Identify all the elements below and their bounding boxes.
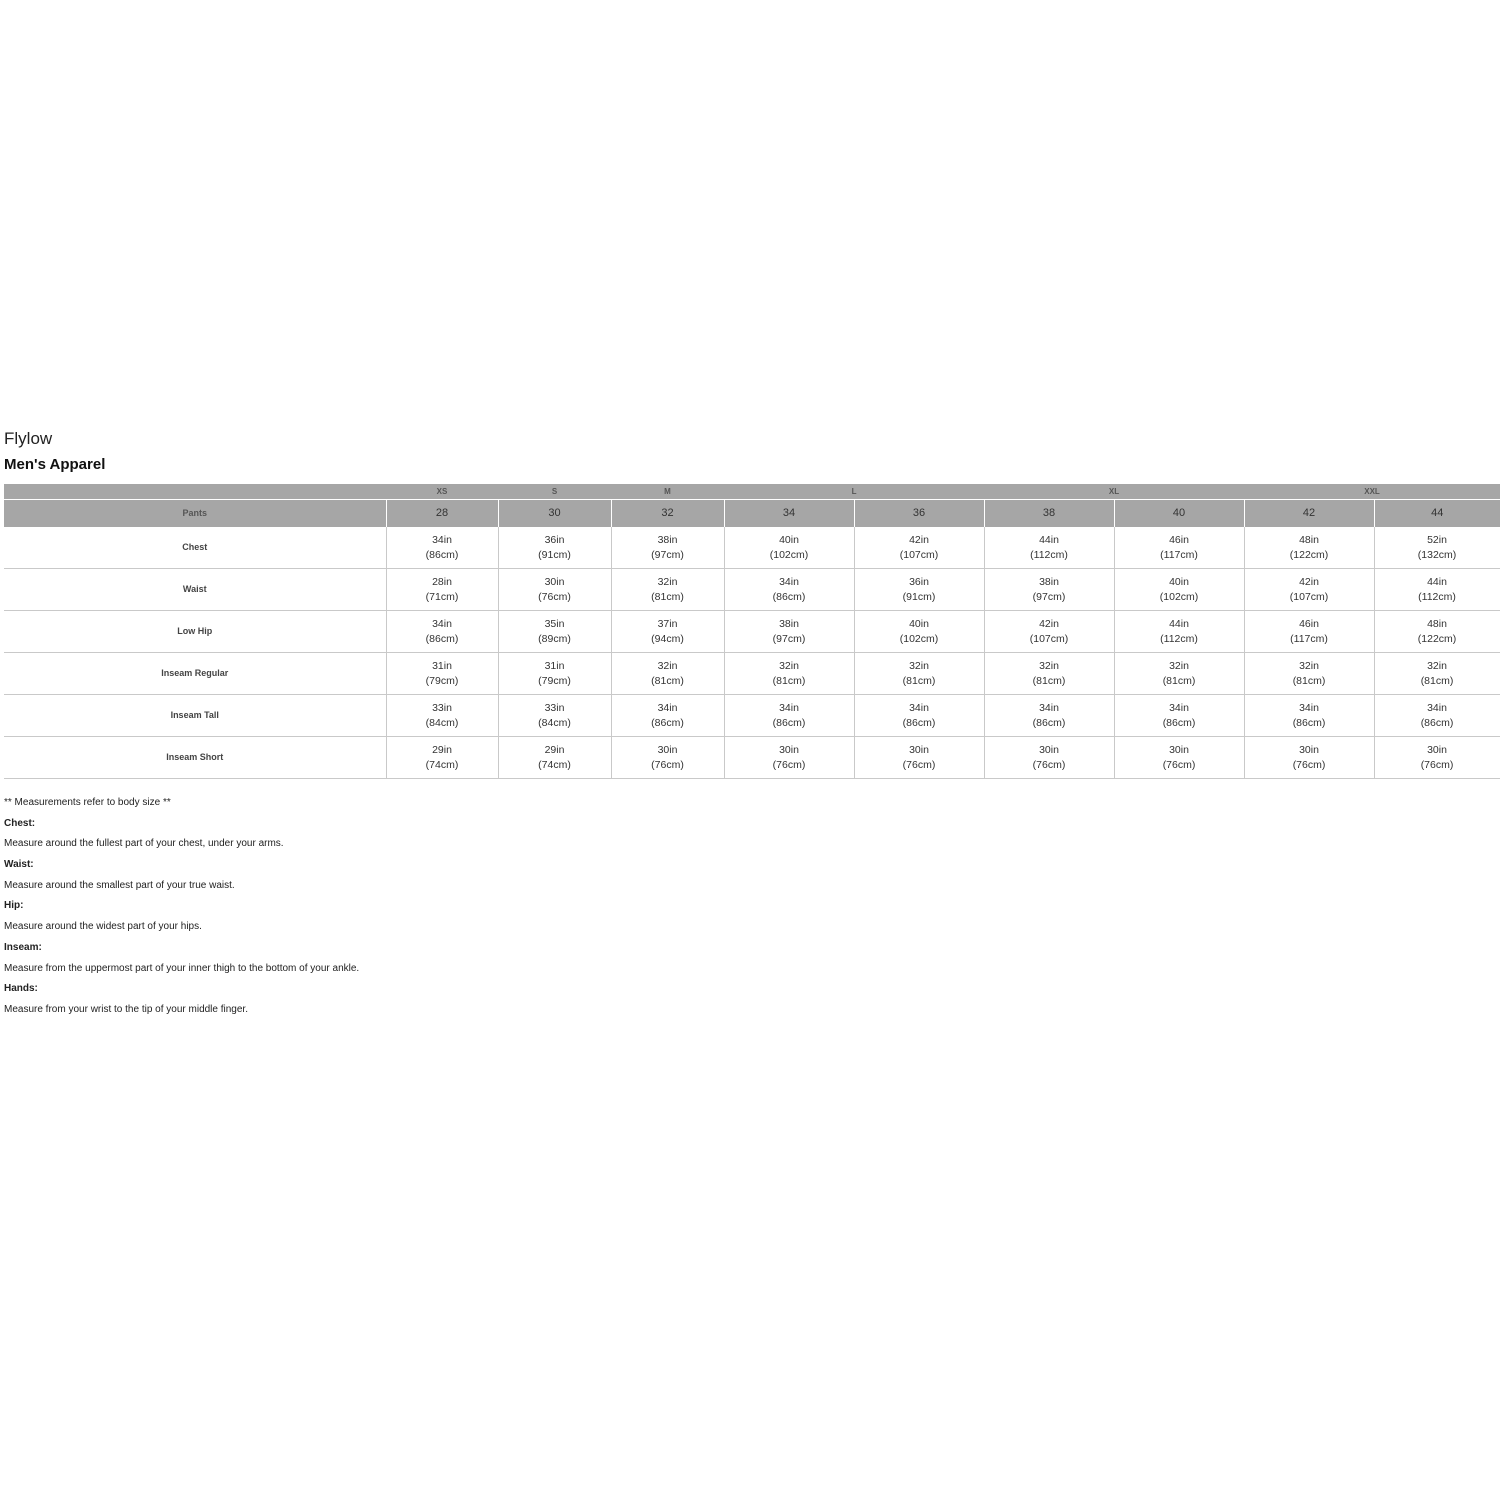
measurement-cell [1374,527,1500,569]
measurement-inches: 30in [1427,743,1447,756]
measurement-inches: 34in [657,701,678,714]
measurement-cell [1114,611,1244,653]
note-text: Measure from the uppermost part of your inner thigh to the bottom of your ankle. [4,962,360,974]
measurement-cm: (84cm) [425,716,459,729]
note-text: Measure around the fullest part of your chest, under your arms. [4,838,284,850]
measurement-cm: (86cm) [1162,716,1196,729]
measurement-cell [1114,653,1244,695]
measurement-cell [498,611,611,653]
measurement-cell [498,653,611,695]
measurement-cm: (86cm) [1420,716,1454,729]
measurement-inches: 31in [432,659,452,672]
note-title: Waist: [4,859,34,871]
measurement-cell [1114,527,1244,569]
measurement-cell [386,737,498,779]
size-header-s: S [498,484,611,500]
row-label: Inseam Tall [4,695,386,737]
measurement-cell [1114,737,1244,779]
measurement-inches: 34in [432,617,452,630]
measurement-cell [724,569,854,611]
measurement-cm: (79cm) [425,674,459,687]
measurement-cell [854,611,984,653]
measurement-inches: 34in [1039,701,1059,714]
measurement-cell [854,527,984,569]
measurement-inches: 48in [1427,617,1447,630]
measurement-cm: (81cm) [1292,674,1326,687]
note-text: Measure around the widest part of your hips. [4,921,202,933]
measurement-cell [1244,569,1374,611]
measurement-inches: 30in [1299,743,1319,756]
measurement-cm: (102cm) [769,548,809,561]
measurement-cm: (102cm) [899,632,939,645]
measurement-cell [1114,695,1244,737]
size-header-xl: XL [984,484,1244,500]
measurement-cell [386,611,498,653]
measurement-cm: (89cm) [538,632,571,645]
measurement-cm: (74cm) [538,758,571,771]
measurement-cm: (97cm) [651,548,684,561]
measurement-inches: 30in [909,743,929,756]
brand-name: Flylow [4,429,53,448]
measurement-cm: (117cm) [1160,548,1198,561]
measurement-cm: (132cm) [1417,548,1457,561]
measurement-inches: 33in [544,701,565,714]
measurement-inches: 30in [1039,743,1059,756]
measurement-cell [1374,653,1500,695]
waist-number: 30 [498,500,611,528]
measurement-cell [724,695,854,737]
measurement-cm: (76cm) [1420,758,1454,771]
measurement-cell [1244,653,1374,695]
measurement-cm: (107cm) [899,548,939,561]
measurement-cm: (79cm) [538,674,571,687]
measurement-inches: 52in [1427,533,1447,546]
measurement-cm: (86cm) [651,716,684,729]
measurement-cm: (94cm) [651,632,684,645]
measurement-cm: (112cm) [1418,590,1456,603]
measurement-cell [611,527,724,569]
measurement-cell [498,695,611,737]
waist-number: 44 [1374,500,1500,528]
measurement-cm: (81cm) [651,674,684,687]
measurement-cm: (122cm) [1417,632,1457,645]
measurement-inches: 32in [1427,659,1447,672]
measurement-cell [386,527,498,569]
table-row [4,695,1500,737]
measurement-cm: (102cm) [1159,590,1199,603]
measurement-cm: (112cm) [1160,632,1198,645]
measurement-cell [611,611,724,653]
measurement-cell [386,695,498,737]
waist-number: 34 [724,500,854,528]
measurement-inches: 30in [657,743,678,756]
size-label-row [4,484,1500,500]
measurement-cell [854,737,984,779]
measurement-inches: 40in [779,533,799,546]
waist-number: 36 [854,500,984,528]
measurement-cell [386,653,498,695]
measurement-cell [724,653,854,695]
measurement-cm: (76cm) [1292,758,1326,771]
note-text: Measure from your wrist to the tip of your middle finger. [4,1003,248,1015]
measurement-cm: (112cm) [1030,548,1068,561]
measurement-cm: (76cm) [1162,758,1196,771]
waist-number: 28 [386,500,498,528]
measurement-inches: 30in [544,575,565,588]
measurement-inches: 34in [779,575,799,588]
waist-number: 32 [611,500,724,528]
measurement-inches: 44in [1169,617,1189,630]
measurement-inches: 32in [657,575,678,588]
measurement-cm: (76cm) [1032,758,1066,771]
measurement-cm: (117cm) [1290,632,1328,645]
measurement-cell [1374,569,1500,611]
measurement-cm: (91cm) [538,548,571,561]
measurement-inches: 32in [909,659,929,672]
measurement-cell [1244,695,1374,737]
measurement-cell [984,527,1114,569]
row-label: Low Hip [4,611,386,653]
measurement-cm: (81cm) [1420,674,1454,687]
table-row [4,569,1500,611]
measurement-inches: 46in [1169,533,1189,546]
measurement-inches: 40in [909,617,929,630]
measurement-cm: (71cm) [425,590,459,603]
measurement-cell [498,527,611,569]
measurement-cell [498,737,611,779]
measurement-inches: 32in [1039,659,1059,672]
measurement-cell [611,653,724,695]
measurement-inches: 30in [1169,743,1189,756]
measurement-cm: (81cm) [902,674,936,687]
measurement-inches: 34in [1299,701,1319,714]
measurement-notes [4,793,1500,1021]
measurement-cm: (81cm) [1032,674,1066,687]
measurement-inches: 37in [657,617,678,630]
size-chart-table [4,484,1500,779]
size-header-xs: XS [386,484,498,500]
measurement-inches: 32in [1169,659,1189,672]
measurement-cell [984,611,1114,653]
waist-number: 42 [1244,500,1374,528]
measurement-cell [611,737,724,779]
measurement-inches: 42in [1299,575,1319,588]
measurement-cell [386,569,498,611]
size-header-l: L [724,484,984,500]
measurement-inches: 28in [432,575,452,588]
measurement-inches: 30in [779,743,799,756]
measurement-cm: (86cm) [772,716,806,729]
measurement-cm: (76cm) [538,590,571,603]
measurement-inches: 34in [909,701,929,714]
measurement-cm: (107cm) [1289,590,1329,603]
measurement-inches: 38in [657,533,678,546]
measurement-cm: (81cm) [1162,674,1196,687]
table-row [4,653,1500,695]
measurement-inches: 38in [1039,575,1059,588]
chart-subtitle: Men's Apparel [4,456,106,473]
measurement-inches: 42in [909,533,929,546]
table-row [4,527,1500,569]
measurement-cell [498,569,611,611]
measurement-cm: (86cm) [425,632,459,645]
measurement-inches: 36in [544,533,565,546]
measurement-cm: (97cm) [772,632,806,645]
measurement-cell [611,695,724,737]
measurement-cell [984,737,1114,779]
measurement-inches: 44in [1039,533,1059,546]
measurement-cm: (97cm) [1032,590,1066,603]
waist-number: 40 [1114,500,1244,528]
table-row [4,737,1500,779]
measurement-cm: (81cm) [651,590,684,603]
measurement-inches: 38in [779,617,799,630]
waist-number: 38 [984,500,1114,528]
note-title: Hands: [4,983,38,995]
measurement-cell [1114,569,1244,611]
measurement-inches: 46in [1299,617,1319,630]
measurement-cell [724,737,854,779]
measurement-inches: 29in [544,743,565,756]
notes-intro: ** Measurements refer to body size ** [4,797,171,808]
measurement-inches: 34in [1427,701,1447,714]
measurement-cm: (76cm) [651,758,684,771]
measurement-inches: 44in [1427,575,1447,588]
measurement-inches: 32in [1299,659,1319,672]
size-row-spacer [4,484,386,500]
measurement-cm: (86cm) [902,716,936,729]
measurement-cm: (86cm) [1032,716,1066,729]
measurement-cm: (86cm) [1292,716,1326,729]
measurement-inches: 48in [1299,533,1319,546]
measurement-inches: 35in [544,617,565,630]
measurement-cm: (81cm) [772,674,806,687]
row-label: Inseam Short [4,737,386,779]
row-label: Chest [4,527,386,569]
measurement-inches: 36in [909,575,929,588]
measurement-inches: 29in [432,743,452,756]
measurement-inches: 34in [779,701,799,714]
measurement-cell [611,569,724,611]
note-title: Hip: [4,900,24,912]
table-row [4,611,1500,653]
row-label: Waist [4,569,386,611]
measurement-inches: 33in [432,701,452,714]
measurement-inches: 34in [1169,701,1189,714]
row-header-pants: Pants [4,500,386,528]
measurement-cm: (76cm) [772,758,806,771]
measurement-inches: 32in [779,659,799,672]
size-chart-document [4,428,1500,1021]
measurement-inches: 31in [544,659,565,672]
measurement-cm: (86cm) [772,590,806,603]
measurement-inches: 40in [1169,575,1189,588]
row-label: Inseam Regular [4,653,386,695]
measurement-cell [1244,527,1374,569]
measurement-cm: (91cm) [902,590,936,603]
measurement-cm: (86cm) [425,548,459,561]
measurement-cell [1374,695,1500,737]
note-title: Chest: [4,817,36,829]
measurement-cm: (74cm) [425,758,459,771]
measurement-cm: (122cm) [1289,548,1329,561]
measurement-cell [1374,611,1500,653]
waist-number-row [4,500,1500,528]
measurement-cm: (107cm) [1029,632,1069,645]
measurement-cm: (76cm) [902,758,936,771]
measurement-cm: (84cm) [538,716,571,729]
measurement-cell [724,611,854,653]
measurement-cell [1244,611,1374,653]
measurement-inches: 32in [657,659,678,672]
measurement-cell [854,569,984,611]
measurement-inches: 34in [432,533,452,546]
size-header-m: M [611,484,724,500]
size-header-xxl: XXL [1244,484,1500,500]
measurement-cell [724,527,854,569]
measurement-cell [854,695,984,737]
measurement-cell [984,569,1114,611]
note-text: Measure around the smallest part of your true waist. [4,879,235,891]
measurement-cell [1374,737,1500,779]
measurement-inches: 42in [1039,617,1059,630]
measurement-cell [854,653,984,695]
measurement-cell [984,695,1114,737]
measurement-cell [1244,737,1374,779]
note-title: Inseam: [4,941,42,953]
measurement-cell [984,653,1114,695]
